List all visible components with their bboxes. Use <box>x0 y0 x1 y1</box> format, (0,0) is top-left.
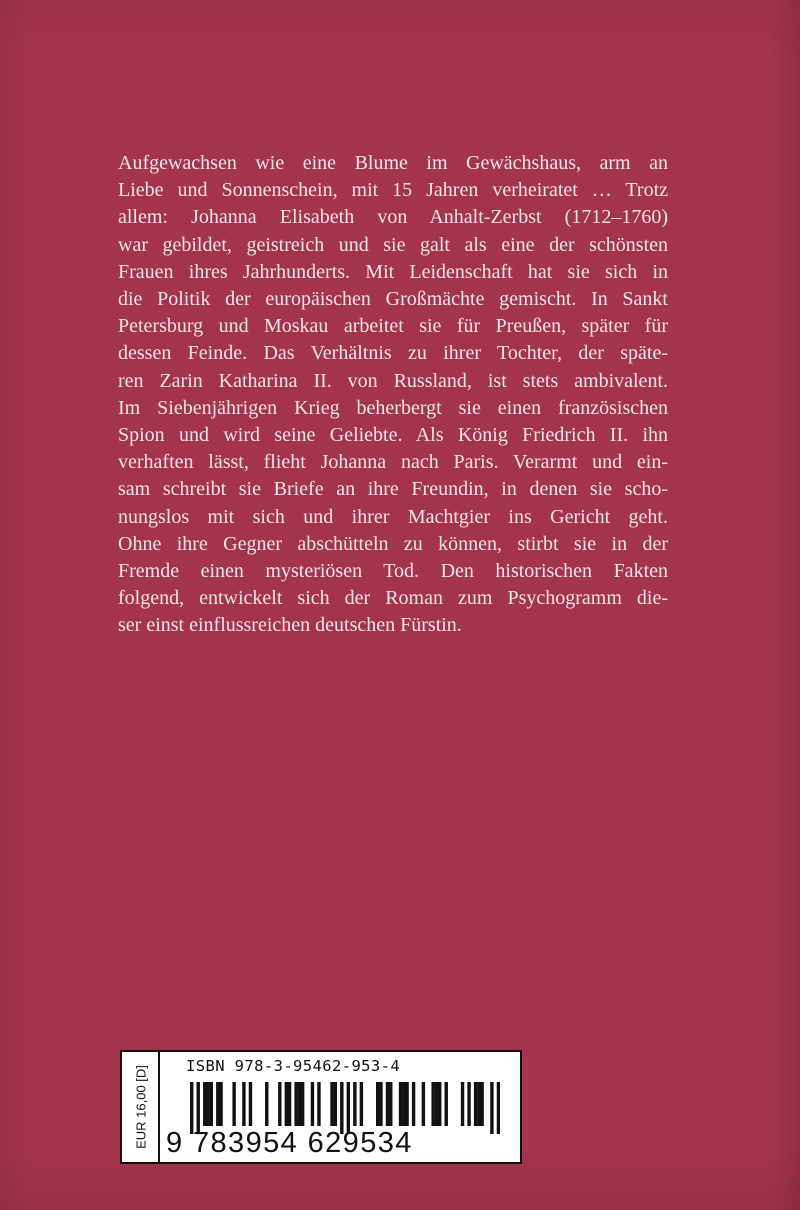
price-label: EUR 16,00 [D] <box>133 1065 149 1149</box>
blurb-line: Spion und wird seine Geliebte. Als König Friedrich II. ihn <box>118 424 668 447</box>
barcode-bar <box>311 1082 314 1126</box>
barcode-bar <box>317 1082 320 1126</box>
barcode-bar <box>360 1082 363 1126</box>
barcode-bar <box>402 1082 405 1126</box>
barcode-bar <box>232 1082 235 1126</box>
isbn-barcode-label <box>120 1050 522 1164</box>
blurb-line: folgend, entwickelt sich der Roman zum Psychogramm die- <box>118 587 668 610</box>
blurb-line: sam schreibt sie Briefe an ihre Freundin, in denen sie scho- <box>118 478 668 501</box>
blurb-line: ser einst einflussreichen deutschen Fürstin. <box>118 614 462 637</box>
barcode-bar <box>294 1082 297 1126</box>
barcode-bar <box>376 1082 379 1126</box>
barcode-bar <box>379 1082 382 1126</box>
blurb-line: war gebildet, geistreich und sie galt als eine der schönsten <box>118 233 668 256</box>
price-box <box>122 1052 160 1162</box>
blurb-line: Fremde einen mysteriösen Tod. Den historischen Fakten <box>118 560 668 583</box>
isbn-number: ISBN 978-3-95462-953-4 <box>186 1057 401 1075</box>
barcode-bar <box>445 1082 448 1126</box>
barcode-bar <box>353 1082 356 1126</box>
barcode-digits: 9 783954 629534 <box>166 1127 413 1159</box>
barcode-bar <box>265 1082 268 1126</box>
barcode-bar <box>242 1082 245 1126</box>
barcode-bar <box>386 1082 389 1126</box>
barcode-bar <box>249 1082 252 1126</box>
barcode-bar <box>477 1082 480 1126</box>
blurb-line: allem: Johanna Elisabeth von Anhalt-Zerbst (1712–1760) <box>118 206 668 229</box>
barcode-bar <box>206 1082 209 1126</box>
blurb-line: ren Zarin Katharina II. von Russland, ist stets ambivalent. <box>118 369 668 392</box>
barcode-bar <box>461 1082 464 1126</box>
blurb-line: Petersburg und Moskau arbeitet sie für Preußen, später für <box>118 315 668 338</box>
blurb-line: Ohne ihre Gegner abschütteln zu können, stirbt sie in der <box>118 532 668 555</box>
barcode-bar <box>298 1082 301 1126</box>
barcode-bar <box>334 1082 337 1126</box>
barcode-bar <box>497 1082 500 1134</box>
blurb-line: Im Siebenjährigen Krieg beherbergt sie einen französischen <box>118 396 668 419</box>
barcode-bar <box>389 1082 392 1126</box>
barcode-bar <box>422 1082 425 1126</box>
barcode-bar <box>285 1082 288 1126</box>
blurb-text <box>118 150 668 640</box>
barcode-bar <box>203 1082 206 1126</box>
barcode-bar <box>301 1082 304 1126</box>
barcode-bar <box>431 1082 434 1126</box>
blurb-line: Frauen ihres Jahrhunderts. Mit Leidenschaft hat sie sich in <box>118 260 668 283</box>
barcode-bar <box>219 1082 222 1126</box>
barcode-bar <box>467 1082 470 1126</box>
barcode-bar <box>474 1082 477 1126</box>
barcode-bar <box>278 1082 281 1126</box>
barcode-bar <box>412 1082 415 1126</box>
blurb-line: die Politik der europäischen Großmächte gemischt. In Sankt <box>118 288 668 311</box>
barcode-bar <box>490 1082 493 1134</box>
barcode-bar <box>405 1082 408 1126</box>
barcode-bar <box>330 1082 333 1126</box>
blurb-line: nungslos mit sich und ihrer Machtgier ins Gericht geht. <box>118 505 668 528</box>
barcode-bar <box>288 1082 291 1126</box>
blurb-line: dessen Feinde. Das Verhältnis zu ihrer Tochter, der späte- <box>118 342 668 365</box>
blurb-line: Liebe und Sonnenschein, mit 15 Jahren verheiratet … Trotz <box>118 179 668 202</box>
barcode-bar <box>216 1082 219 1126</box>
barcode-bar <box>480 1082 483 1126</box>
blurb-line: verhaften lässt, flieht Johanna nach Paris. Verarmt und ein- <box>118 451 668 474</box>
barcode-bar <box>399 1082 402 1126</box>
barcode-bar <box>438 1082 441 1126</box>
barcode-bar <box>210 1082 213 1126</box>
blurb-line: Aufgewachsen wie eine Blume im Gewächshaus, arm an <box>118 152 668 174</box>
barcode-bar <box>435 1082 438 1126</box>
